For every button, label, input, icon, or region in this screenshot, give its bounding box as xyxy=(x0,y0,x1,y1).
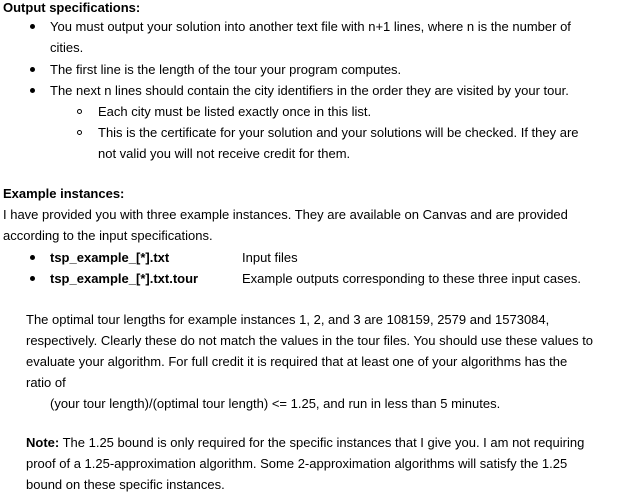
examples-intro-line-1: I have provided you with three example instances. They are available on Canvas and are provided xyxy=(3,207,568,222)
examples-heading: Example instances: xyxy=(3,186,125,201)
output-sub-bullet-1: Each city must be listed exactly once in this list. xyxy=(98,104,372,119)
bullet-icon xyxy=(30,88,35,93)
examples-intro-line-2: according to the input specifications. xyxy=(3,228,213,243)
optimal-paragraph-line-3: evaluate your algorithm. For full credit it is required that at least one of your algorithms has the xyxy=(26,354,568,369)
output-sub-bullet-2: This is the certificate for your solution and your solutions will be checked. If they are xyxy=(98,125,579,140)
optimal-paragraph-line-2: respectively. Clearly these do not match the values in the tour files. You should use these values to xyxy=(26,333,594,348)
note-text: The 1.25 bound is only required for the specific instances that I give you. I am not requiring xyxy=(59,435,585,450)
bullet-icon xyxy=(30,255,35,260)
output-bullet-1: You must output your solution into another text file with n+1 lines, where n is the number of xyxy=(50,19,571,34)
file-name-input: tsp_example_[*].txt xyxy=(50,250,170,265)
ratio-formula: (your tour length)/(optimal tour length) <= 1.25, and run in less than 5 minutes. xyxy=(50,396,501,411)
note-line-2: proof of a 1.25-approximation algorithm. Some 2-approximation algorithms will satisfy the 1.25 xyxy=(26,456,568,471)
bullet-icon xyxy=(30,24,35,29)
file-desc-input: Input files xyxy=(242,250,298,265)
output-sub-bullet-2-cont: not valid you will not receive credit for them. xyxy=(98,146,351,161)
hollow-bullet-icon xyxy=(77,109,82,114)
note-label: Note: xyxy=(26,435,60,450)
optimal-paragraph-line-4: ratio of xyxy=(26,375,66,390)
note-line-3: bound on these specific instances. xyxy=(26,477,225,492)
output-bullet-1-cont: cities. xyxy=(50,40,84,55)
file-desc-tour: Example outputs corresponding to these three input cases. xyxy=(242,271,581,286)
output-bullet-3: The next n lines should contain the city identifiers in the order they are visited by your tour. xyxy=(50,83,569,98)
output-spec-heading: Output specifications: xyxy=(3,0,141,15)
bullet-icon xyxy=(30,67,35,72)
file-name-tour: tsp_example_[*].txt.tour xyxy=(50,271,199,286)
optimal-paragraph-line-1: The optimal tour lengths for example instances 1, 2, and 3 are 108159, 2579 and 1573084, xyxy=(26,312,550,327)
note-line-1 xyxy=(26,435,584,451)
bullet-icon xyxy=(30,276,35,281)
output-bullet-2: The first line is the length of the tour your program computes. xyxy=(50,62,402,77)
hollow-bullet-icon xyxy=(77,130,82,135)
